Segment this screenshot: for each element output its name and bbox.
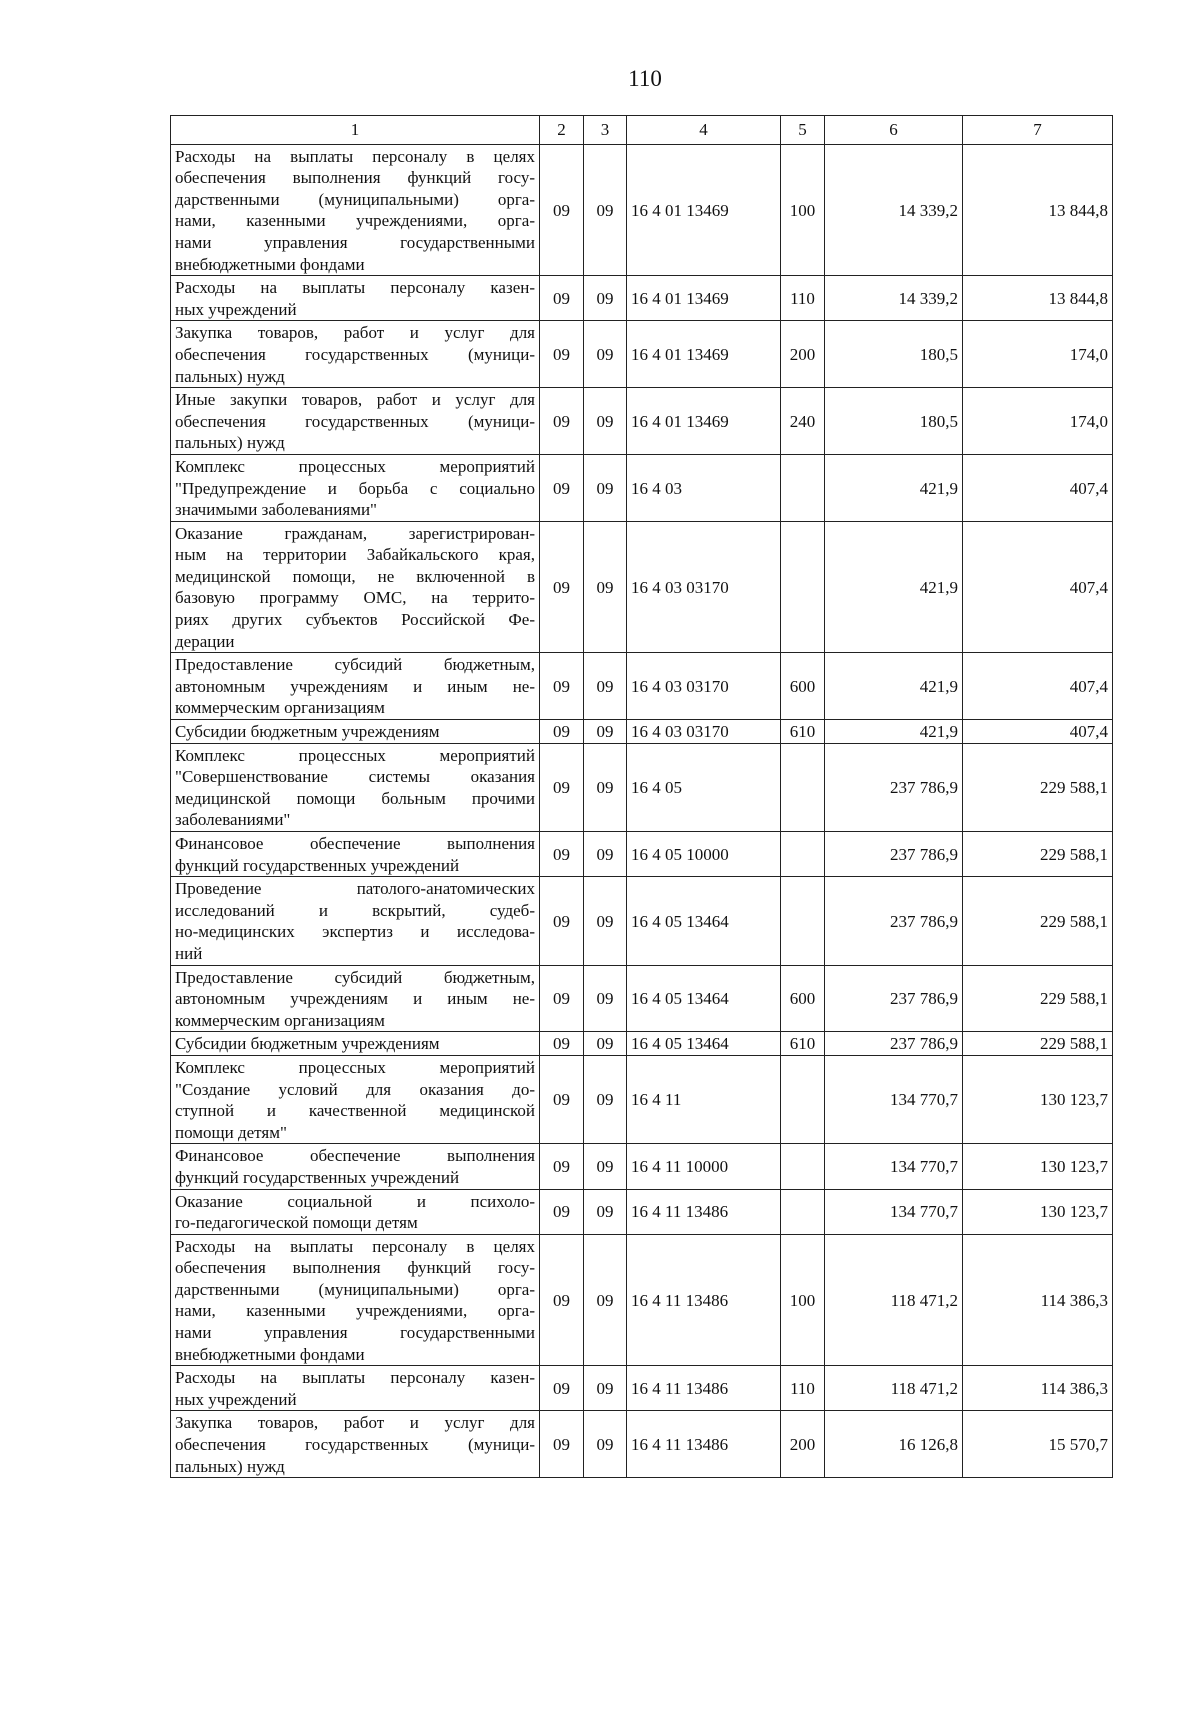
row-description-line: нами управления государственными [175,1323,535,1343]
subsection-code-cell: 09 [584,321,627,388]
expense-type-code-cell: 610 [781,1032,825,1056]
table-row [171,321,1113,388]
row-description-cell [171,1032,540,1056]
amount-column-7-cell: 407,4 [963,720,1113,744]
section-code-cell: 09 [540,653,584,720]
row-description-line: помощи детям" [175,1122,287,1142]
row-description-cell [171,276,540,321]
section-code-cell: 09 [540,321,584,388]
row-description-line: внебюджетными фондами [175,254,365,274]
table-row [171,832,1113,877]
row-description-cell [171,1189,540,1234]
target-item-code-cell: 16 4 01 13469 [627,321,781,388]
row-description-cell [171,743,540,831]
expense-type-code-cell [781,1055,825,1143]
target-item-code-cell: 16 4 03 03170 [627,653,781,720]
amount-column-7-cell: 229 588,1 [963,743,1113,831]
table-header-row [171,116,1113,145]
table-row [171,1032,1113,1056]
amount-column-7-cell: 407,4 [963,653,1113,720]
column-header-7: 7 [963,116,1113,145]
target-item-code-cell: 16 4 11 13486 [627,1234,781,1366]
row-description-line: Предоставление субсидий бюджетным, [175,655,535,675]
subsection-code-cell: 09 [584,276,627,321]
row-description-line: Иные закупки товаров, работ и услуг для [175,390,535,410]
row-description-cell [171,877,540,965]
subsection-code-cell: 09 [584,743,627,831]
row-description-line: Закупка товаров, работ и услуг для [175,1413,535,1433]
table-row [171,1055,1113,1143]
row-description-cell [171,1144,540,1189]
row-description-line: обеспечения выполнения функций госу- [175,168,535,188]
row-description-line: нами, казенными учреждениями, орга- [175,211,535,231]
row-description-line: ний [175,943,203,963]
amount-column-6-cell: 421,9 [825,454,963,521]
row-description-cell [171,521,540,653]
row-description-cell [171,1411,540,1478]
amount-column-6-cell: 118 471,2 [825,1234,963,1366]
target-item-code-cell: 16 4 03 [627,454,781,521]
expense-type-code-cell: 100 [781,1234,825,1366]
table-body [171,144,1113,1478]
subsection-code-cell: 09 [584,1144,627,1189]
subsection-code-cell: 09 [584,1189,627,1234]
row-description-line: дарственными (муниципальными) орга- [175,1279,535,1299]
row-description-line: обеспечения государственных (муници- [175,411,535,431]
row-description-line: Расходы на выплаты персоналу казен- [175,278,535,298]
target-item-code-cell: 16 4 01 13469 [627,388,781,455]
target-item-code-cell: 16 4 11 13486 [627,1189,781,1234]
amount-column-6-cell: 180,5 [825,321,963,388]
row-description-line: исследований и вскрытий, судеб- [175,900,535,920]
section-code-cell: 09 [540,1366,584,1411]
row-description-line: пальных) нужд [175,433,285,453]
section-code-cell: 09 [540,144,584,276]
row-description-line: Закупка товаров, работ и услуг для [175,323,535,343]
row-description-line: функций государственных учреждений [175,1167,460,1187]
amount-column-6-cell: 134 770,7 [825,1144,963,1189]
row-description-line: Финансовое обеспечение выполнения [175,1146,535,1166]
amount-column-6-cell: 421,9 [825,521,963,653]
section-code-cell: 09 [540,743,584,831]
row-description-line: Оказание социальной и психоло- [175,1191,535,1211]
target-item-code-cell: 16 4 03 03170 [627,521,781,653]
table-row [171,388,1113,455]
amount-column-7-cell: 229 588,1 [963,877,1113,965]
row-description-line: базовую программу ОМС, на террито- [175,588,535,608]
row-description-line: риях других субъектов Российской Фе- [175,610,535,630]
amount-column-7-cell: 130 123,7 [963,1189,1113,1234]
column-header-1: 1 [171,116,540,145]
target-item-code-cell: 16 4 05 13464 [627,877,781,965]
amount-column-6-cell: 14 339,2 [825,144,963,276]
row-description-line: ным на территории Забайкальского края, [175,545,535,565]
section-code-cell: 09 [540,388,584,455]
column-header-5: 5 [781,116,825,145]
subsection-code-cell: 09 [584,1055,627,1143]
row-description-line: ступной и качественной медицинской [175,1101,535,1121]
amount-column-6-cell: 16 126,8 [825,1411,963,1478]
target-item-code-cell: 16 4 01 13469 [627,276,781,321]
table-row [171,276,1113,321]
amount-column-6-cell: 180,5 [825,388,963,455]
row-description-cell [171,144,540,276]
amount-column-7-cell: 13 844,8 [963,276,1113,321]
subsection-code-cell: 09 [584,1411,627,1478]
target-item-code-cell: 16 4 05 [627,743,781,831]
row-description-line: Комплекс процессных мероприятий [175,456,535,476]
section-code-cell: 09 [540,832,584,877]
target-item-code-cell: 16 4 11 13486 [627,1366,781,1411]
row-description-line: Расходы на выплаты персоналу в целях [175,146,535,166]
row-description-line: пальных) нужд [175,1456,285,1476]
row-description-cell [171,454,540,521]
amount-column-7-cell: 229 588,1 [963,965,1113,1032]
page-number: 110 [628,66,662,91]
section-code-cell: 09 [540,1032,584,1056]
subsection-code-cell: 09 [584,653,627,720]
target-item-code-cell: 16 4 05 13464 [627,1032,781,1056]
section-code-cell: 09 [540,454,584,521]
row-description-line: "Создание условий для оказания до- [175,1079,535,1099]
amount-column-7-cell: 174,0 [963,388,1113,455]
row-description-line: Расходы на выплаты персоналу в целях [175,1236,535,1256]
row-description-line: обеспечения государственных (муници- [175,344,535,364]
target-item-code-cell: 16 4 05 10000 [627,832,781,877]
expense-type-code-cell [781,832,825,877]
amount-column-7-cell: 130 123,7 [963,1055,1113,1143]
expense-type-code-cell: 110 [781,1366,825,1411]
row-description-line: но-медицинских экспертиз и исследова- [175,922,535,942]
row-description-line: коммерческим организациям [175,1010,385,1030]
column-header-2: 2 [540,116,584,145]
table-row [171,1411,1113,1478]
amount-column-7-cell: 407,4 [963,454,1113,521]
expense-type-code-cell: 110 [781,276,825,321]
amount-column-7-cell: 114 386,3 [963,1366,1113,1411]
row-description-line: Комплекс процессных мероприятий [175,745,535,765]
row-description-line: Финансовое обеспечение выполнения [175,834,535,853]
budget-table [170,115,1113,1478]
row-description-cell [171,1366,540,1411]
column-header-3: 3 [584,116,627,145]
target-item-code-cell: 16 4 01 13469 [627,144,781,276]
expense-type-code-cell [781,454,825,521]
row-description-cell [171,720,540,744]
row-description-line: дарственными (муниципальными) орга- [175,189,535,209]
row-description-line: "Совершенствование системы оказания [175,767,535,787]
row-description-line: медицинской помощи, не включенной в [175,566,535,586]
amount-column-7-cell: 130 123,7 [963,1144,1113,1189]
row-description-cell [171,321,540,388]
row-description-line: коммерческим организациям [175,698,385,718]
subsection-code-cell: 09 [584,720,627,744]
subsection-code-cell: 09 [584,1366,627,1411]
row-description-cell [171,1055,540,1143]
row-description-line: обеспечения выполнения функций госу- [175,1258,535,1278]
amount-column-7-cell: 13 844,8 [963,144,1113,276]
target-item-code-cell: 16 4 11 [627,1055,781,1143]
row-description-line: пальных) нужд [175,366,285,386]
target-item-code-cell: 16 4 11 10000 [627,1144,781,1189]
row-description-line: Расходы на выплаты персоналу казен- [175,1368,535,1388]
row-description-line: медицинской помощи больным прочими [175,788,535,808]
amount-column-6-cell: 237 786,9 [825,1032,963,1056]
amount-column-7-cell: 407,4 [963,521,1113,653]
section-code-cell: 09 [540,521,584,653]
target-item-code-cell: 16 4 05 13464 [627,965,781,1032]
subsection-code-cell: 09 [584,1234,627,1366]
section-code-cell: 09 [540,1411,584,1478]
subsection-code-cell: 09 [584,454,627,521]
expense-type-code-cell: 200 [781,1411,825,1478]
section-code-cell: 09 [540,965,584,1032]
expense-type-code-cell: 600 [781,653,825,720]
table-row [171,454,1113,521]
table-row [171,653,1113,720]
table-row [171,720,1113,744]
section-code-cell: 09 [540,276,584,321]
expense-type-code-cell [781,1189,825,1234]
expense-type-code-cell: 100 [781,144,825,276]
row-description-line: Предоставление субсидий бюджетным, [175,967,535,987]
subsection-code-cell: 09 [584,877,627,965]
amount-column-7-cell: 229 588,1 [963,832,1113,877]
subsection-code-cell: 09 [584,965,627,1032]
section-code-cell: 09 [540,720,584,744]
amount-column-7-cell: 15 570,7 [963,1411,1113,1478]
section-code-cell: 09 [540,1189,584,1234]
row-description-line: внебюджетными фондами [175,1344,365,1364]
row-description-cell [171,653,540,720]
row-description-line: го-педагогической помощи детям [175,1213,418,1233]
target-item-code-cell: 16 4 11 13486 [627,1411,781,1478]
amount-column-6-cell: 237 786,9 [825,877,963,965]
row-description-cell [171,832,540,877]
amount-column-6-cell: 421,9 [825,720,963,744]
expense-type-code-cell: 200 [781,321,825,388]
row-description-line: обеспечения государственных (муници- [175,1435,535,1455]
section-code-cell: 09 [540,1055,584,1143]
target-item-code-cell: 16 4 03 03170 [627,720,781,744]
subsection-code-cell: 09 [584,1032,627,1056]
amount-column-6-cell: 421,9 [825,653,963,720]
row-description-cell [171,1234,540,1366]
subsection-code-cell: 09 [584,144,627,276]
subsection-code-cell: 09 [584,832,627,877]
row-description-line: нами, казенными учреждениями, орга- [175,1301,535,1321]
row-description-line: ных учреждений [175,299,297,319]
row-description-line: Оказание гражданам, зарегистрирован- [175,523,535,543]
row-description-cell [171,965,540,1032]
expense-type-code-cell: 240 [781,388,825,455]
amount-column-7-cell: 114 386,3 [963,1234,1113,1366]
table-row [171,521,1113,653]
section-code-cell: 09 [540,1234,584,1366]
row-description-cell [171,388,540,455]
amount-column-6-cell: 237 786,9 [825,743,963,831]
row-description-line: Проведение патолого-анатомических [175,879,535,899]
row-description-line: значимыми заболеваниями" [175,500,377,520]
row-description-line: ных учреждений [175,1389,297,1409]
amount-column-7-cell: 174,0 [963,321,1113,388]
expense-type-code-cell [781,1144,825,1189]
row-description-line: Субсидии бюджетным учреждениям [175,722,440,742]
amount-column-6-cell: 237 786,9 [825,965,963,1032]
table-row [171,1366,1113,1411]
section-code-cell: 09 [540,877,584,965]
row-description-line: Субсидии бюджетным учреждениям [175,1034,440,1054]
row-description-line: дерации [175,631,235,651]
subsection-code-cell: 09 [584,388,627,455]
expense-type-code-cell [781,877,825,965]
amount-column-6-cell: 118 471,2 [825,1366,963,1411]
amount-column-7-cell: 229 588,1 [963,1032,1113,1056]
amount-column-6-cell: 237 786,9 [825,832,963,877]
amount-column-6-cell: 134 770,7 [825,1055,963,1143]
table-row [171,144,1113,276]
table-row [171,1144,1113,1189]
table-row [171,877,1113,965]
row-description-line: автономным учреждениям и иным не- [175,989,535,1009]
expense-type-code-cell [781,743,825,831]
table-row [171,965,1113,1032]
expense-type-code-cell [781,521,825,653]
table-row [171,743,1113,831]
column-header-4: 4 [627,116,781,145]
table-row [171,1189,1113,1234]
column-header-6: 6 [825,116,963,145]
section-code-cell: 09 [540,1144,584,1189]
row-description-line: автономным учреждениям и иным не- [175,676,535,696]
expense-type-code-cell: 600 [781,965,825,1032]
amount-column-6-cell: 134 770,7 [825,1189,963,1234]
subsection-code-cell: 09 [584,521,627,653]
amount-column-6-cell: 14 339,2 [825,276,963,321]
row-description-line: заболеваниями" [175,810,291,830]
table-row [171,1234,1113,1366]
expense-type-code-cell: 610 [781,720,825,744]
row-description-line: нами управления государственными [175,232,535,252]
row-description-line: Комплекс процессных мероприятий [175,1057,535,1077]
row-description-line: "Предупреждение и борьба с социально [175,478,535,498]
row-description-line: функций государственных учреждений [175,855,460,875]
